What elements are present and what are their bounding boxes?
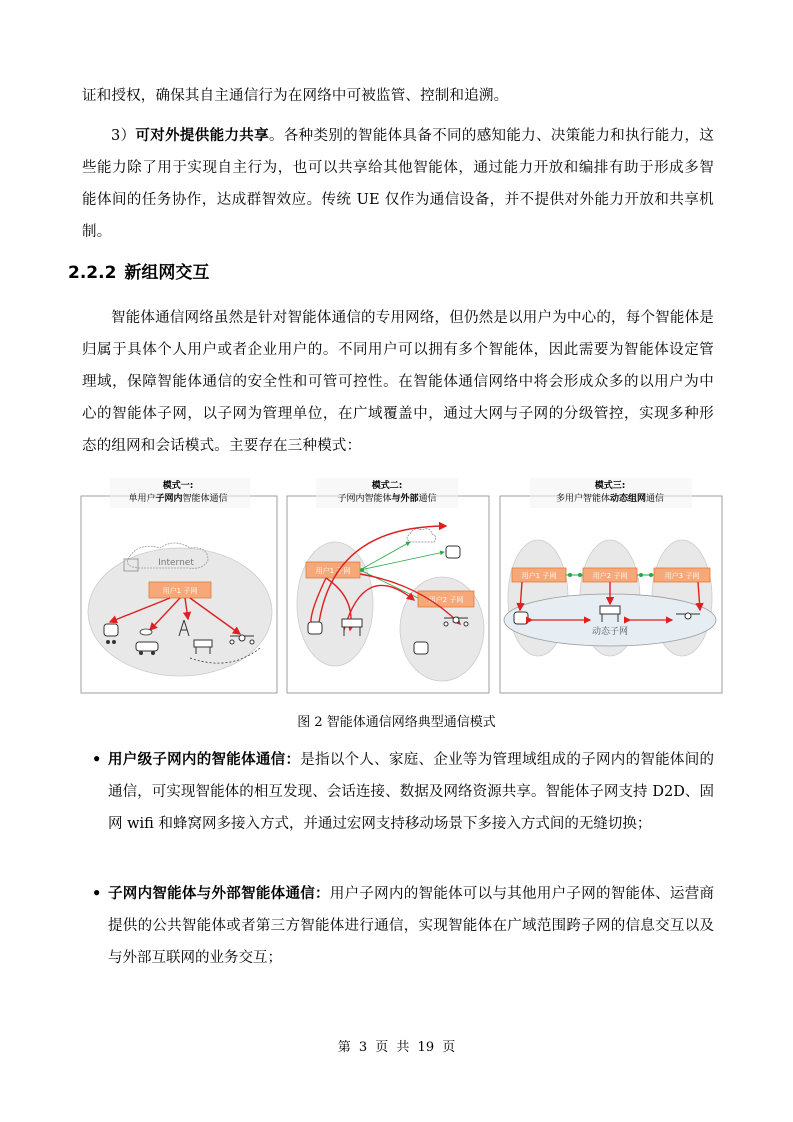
- mode2-title: 模式二:: [371, 481, 403, 491]
- mode2-subtitle: 子网内智能体与外部通信: [337, 494, 437, 504]
- bullet-icon: •: [92, 885, 102, 902]
- list-number: 3）: [111, 128, 136, 144]
- section-heading: [68, 258, 209, 283]
- wifi-icon: [140, 629, 152, 635]
- subnet-bubble-user1: [297, 542, 373, 666]
- paragraph-networking: 智能体通信网络虽然是针对智能体通信的专用网络，但仍然是以用户为中心的，每个智能体是归属于具体个人用户或者企业用户的。不同用户可以拥有多个智能体，因此需要为智能体设定管理域，保障智能体通信的安全性和可管可控性。在智能体通信网络中将会形成众多的以用户为中心的智能体子网，以子网为管理单位，在广域覆盖中，通过大网与子网的分级管控，实现多种形态的组网和会话模式。主要存在三种模式：: [82, 310, 714, 454]
- bullet-text: 用户子网内的智能体可以与其他用户子网的智能体、运营商提供的公共智能体或者第三方智能体进行通信，实现智能体在广域范围跨子网的信息交互以及与外部互联网的业务交互；: [108, 886, 714, 966]
- bullet-item-subnet-communication: [92, 744, 715, 840]
- subnet-label-user3: 用户3 子网: [664, 572, 700, 580]
- panel-mode-3: [500, 478, 722, 693]
- paragraph-capability-sharing: [82, 120, 714, 248]
- dynamic-subnet-label: 动态子网: [591, 627, 629, 637]
- mode3-subtitle: 多用户智能体动态组网通信: [555, 494, 665, 504]
- paragraph-continuation: 证和授权，确保其自主通信行为在网络中可被监管、控制和追溯。: [82, 88, 509, 104]
- mode1-subtitle: 单用户子网内智能体通信: [128, 494, 228, 504]
- paragraph-text: 。各种类别的智能体具备不同的感知能力、决策能力和执行能力，这些能力除了用于实现自主行为，也可以共享给其他智能体，通过能力开放和编排有助于形成多智能体间的任务协作，达成群智效应。传统 UE 仅作为通信设备，并不提供对外能力开放和共享机制。: [82, 128, 714, 240]
- figure-communication-modes: [80, 474, 724, 696]
- subnet-label: 用户1 子网: [162, 587, 198, 595]
- page-number-footer: 第 3 页 共 19 页: [337, 1040, 456, 1055]
- paragraph-bold-lead: 可对外提供能力共享: [135, 128, 269, 144]
- panel-mode-1: [81, 478, 277, 693]
- bullet-bold-lead: 用户级子网内的智能体通信：: [108, 752, 301, 768]
- subnet-label-user1: 用户1 子网: [315, 567, 351, 575]
- subnet-label-user1: 用户1 子网: [521, 572, 557, 580]
- bullet-icon: •: [92, 751, 102, 768]
- internet-label: Internet: [158, 558, 194, 568]
- section-title: 新组网交互: [124, 263, 210, 283]
- figure-caption: 图 2 智能体通信网络典型通信模式: [297, 715, 496, 730]
- mode1-title: 模式一:: [162, 481, 194, 491]
- bullet-bold-lead: 子网内智能体与外部智能体通信：: [108, 886, 330, 902]
- robot-icon: [308, 622, 322, 634]
- section-number: 2.2.2: [68, 263, 117, 283]
- bullet-text: 是指以个人、家庭、企业等为管理域组成的子网内的智能体间的通信，可实现智能体的相互发现、会话连接、数据及网络资源共享。智能体子网支持 D2D、固网 wifi 和蜂窝网多接入方式，并通过宏网支持移动场景下多接入方式间的无缝切换；: [108, 752, 715, 832]
- subnet-label-user2: 用户2 子网: [428, 596, 464, 604]
- robot-icon: [514, 612, 528, 624]
- mode3-title: 模式三:: [594, 481, 626, 491]
- bullet-item-external-communication: [92, 878, 714, 974]
- subnet-label-user2: 用户2 子网: [592, 572, 628, 580]
- robot-icon: [446, 546, 460, 558]
- robot-icon: [414, 642, 428, 654]
- panel-mode-2: [287, 478, 489, 693]
